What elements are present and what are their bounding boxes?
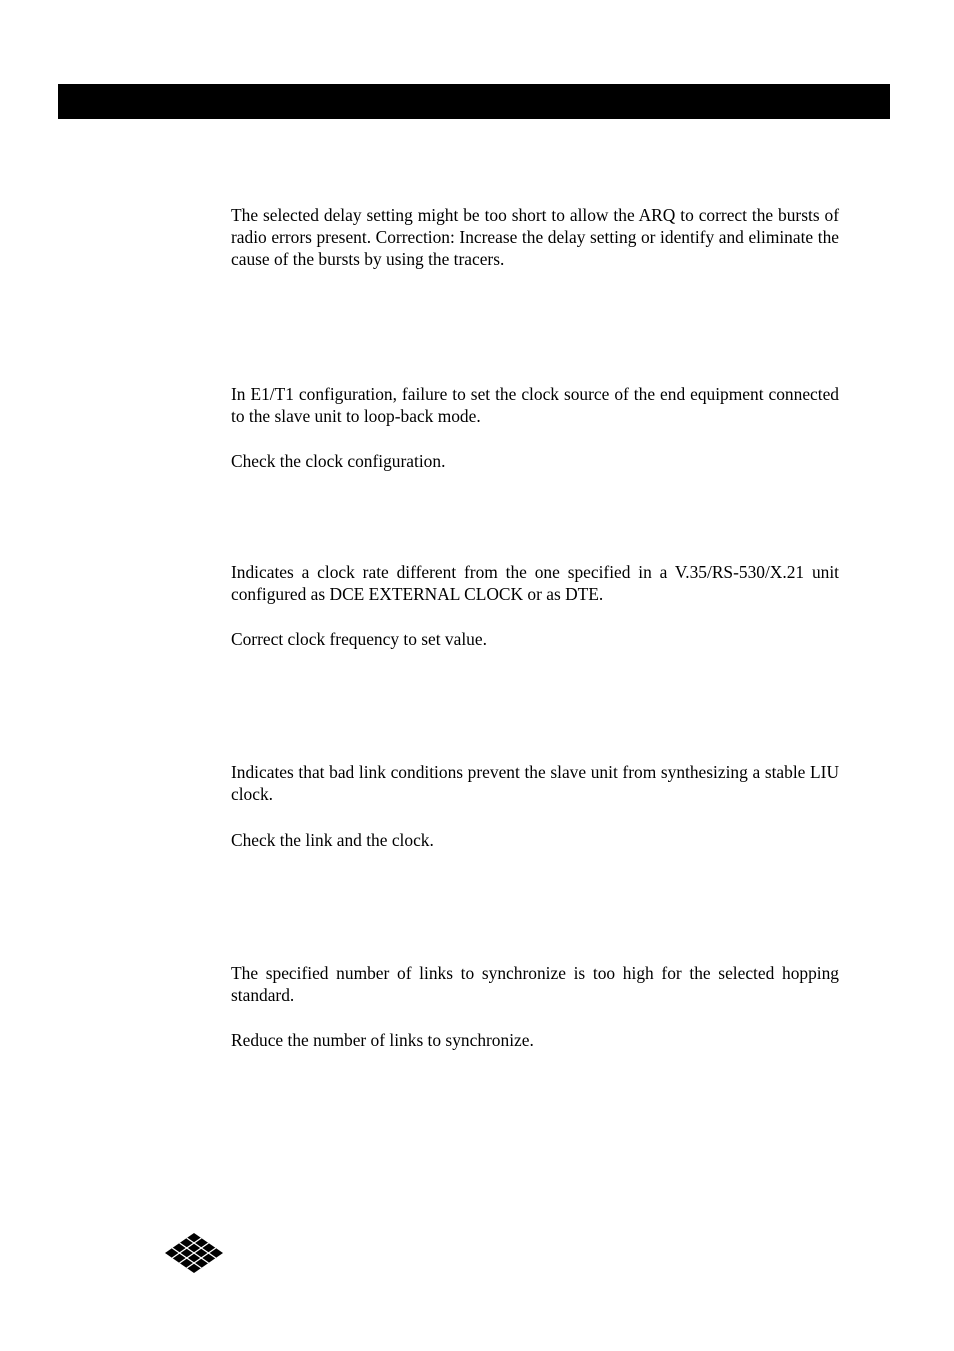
section-5-paragraph-1: The specified number of links to synchronize is too high for the selected hopping standard. [231,963,839,1005]
section-1-paragraph-1: The selected delay setting might be too short to allow the ARQ to correct the bursts of radio errors present. Correction: Increase the delay setting or identify and eliminate the cause of the bursts by using the tracers. [231,205,839,269]
section-5-paragraph-2: Reduce the number of links to synchronize. [231,1030,534,1050]
black-box-diamond-logo-icon [165,1233,223,1273]
section-3-paragraph-1: Indicates a clock rate different from the one specified in a V.35/RS-530/X.21 unit configured as DCE EXTERNAL CLOCK or as DTE. [231,562,839,604]
section-2-paragraph-1: In E1/T1 configuration, failure to set the clock source of the end equipment connected to the slave unit to loop-back mode. [231,384,839,426]
section-4-paragraph-2: Check the link and the clock. [231,830,434,850]
section-3-paragraph-2: Correct clock frequency to set value. [231,629,487,649]
page-header-bar [58,84,890,119]
section-4-paragraph-1: Indicates that bad link conditions prevent the slave unit from synthesizing a stable LIU clock. [231,762,839,804]
section-2-paragraph-2: Check the clock configuration. [231,451,446,471]
